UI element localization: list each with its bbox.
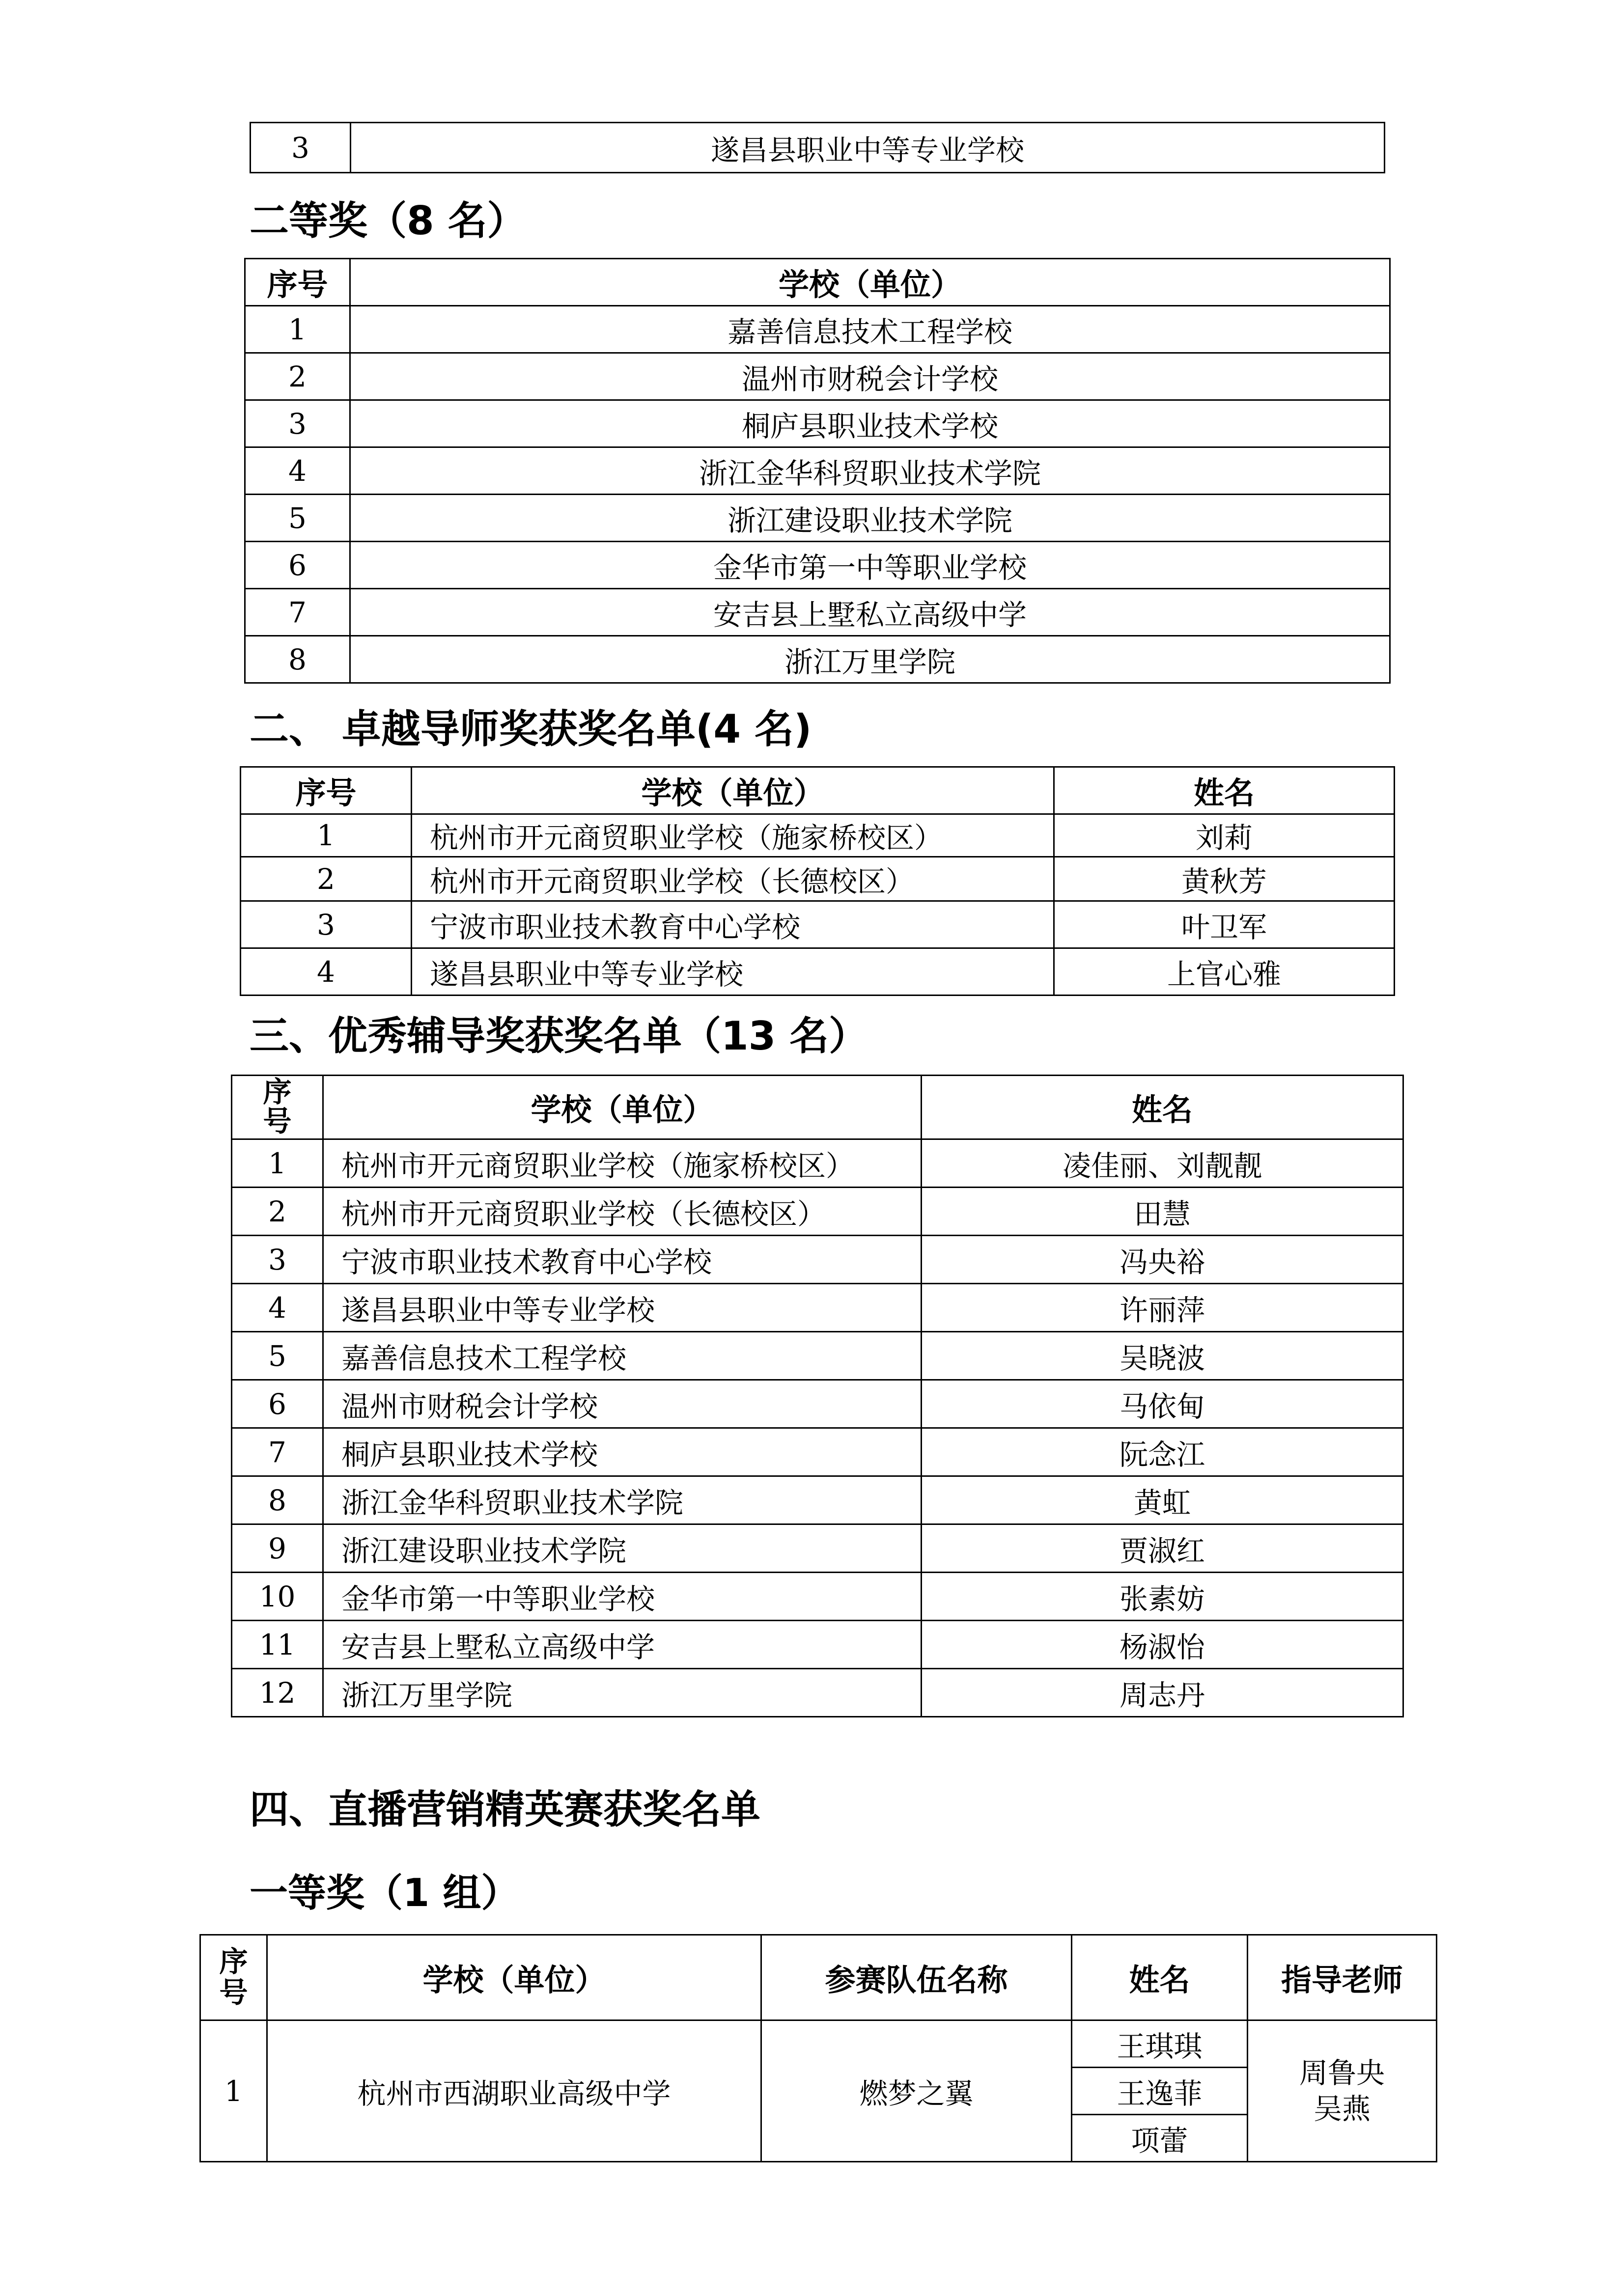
school-name: 杭州市开元商贸职业学校（长德校区） <box>412 857 1054 901</box>
row-number: 1 <box>232 1139 323 1188</box>
school-name: 宁波市职业技术教育中心学校 <box>323 1236 922 1284</box>
header-name: 姓名 <box>1054 767 1395 814</box>
table-row <box>251 123 1385 173</box>
person-name: 叶卫军 <box>1054 901 1395 948</box>
header-index <box>232 1076 323 1139</box>
table-row <box>232 1621 1403 1669</box>
row-number: 4 <box>241 948 412 996</box>
table-row <box>245 353 1390 400</box>
livestream-heading: 四、直播营销精英赛获奖名单 <box>250 1787 760 1832</box>
table-row <box>241 857 1395 901</box>
table-row <box>241 814 1395 857</box>
school-name: 嘉善信息技术工程学校 <box>323 1332 922 1380</box>
school-name: 杭州市开元商贸职业学校（施家桥校区） <box>412 814 1054 857</box>
second-prize-table <box>244 258 1391 684</box>
school-name: 桐庐县职业技术学校 <box>323 1428 922 1476</box>
header-school: 学校（单位） <box>323 1076 922 1139</box>
member-name: 王逸菲 <box>1072 2068 1248 2115</box>
table-row <box>232 1669 1403 1717</box>
row-number: 5 <box>245 495 350 542</box>
table-row <box>232 1428 1403 1476</box>
tutor-award-heading: 三、优秀辅导奖获奖名单（13 名） <box>250 1013 868 1059</box>
table-row <box>245 636 1390 683</box>
row-number: 2 <box>232 1188 323 1236</box>
row-number: 1 <box>200 2020 267 2162</box>
row-number: 2 <box>245 353 350 400</box>
table-row <box>232 1236 1403 1284</box>
mentor-award-heading: 二、 卓越导师奖获奖名单(4 名) <box>250 706 812 752</box>
row-number: 8 <box>245 636 350 683</box>
school-name: 桐庐县职业技术学校 <box>350 400 1390 447</box>
table-header <box>241 767 1395 814</box>
row-number: 8 <box>232 1476 323 1524</box>
row-number: 3 <box>245 400 350 447</box>
row-number: 7 <box>232 1428 323 1476</box>
school-name: 浙江万里学院 <box>350 636 1390 683</box>
table-header <box>245 259 1390 306</box>
person-name: 上官心雅 <box>1054 948 1395 996</box>
person-name: 吴晓波 <box>922 1332 1403 1380</box>
school-name: 杭州市西湖职业高级中学 <box>267 2020 761 2162</box>
row-number: 3 <box>232 1236 323 1284</box>
table-row <box>245 306 1390 353</box>
person-name: 许丽萍 <box>922 1284 1403 1332</box>
row-number: 3 <box>251 123 351 173</box>
row-number: 5 <box>232 1332 323 1380</box>
member-name: 王琪琪 <box>1072 2020 1248 2068</box>
school-name: 遂昌县职业中等专业学校 <box>412 948 1054 996</box>
row-number: 12 <box>232 1669 323 1717</box>
mentor-award-table <box>240 766 1395 996</box>
row-number: 6 <box>245 542 350 589</box>
table-row <box>241 948 1395 996</box>
second-prize-heading: 二等奖（8 名） <box>250 198 527 244</box>
school-name: 温州市财税会计学校 <box>350 353 1390 400</box>
person-name: 凌佳丽、刘靓靓 <box>922 1139 1403 1188</box>
school-name: 浙江建设职业技术学院 <box>350 495 1390 542</box>
row-number: 1 <box>241 814 412 857</box>
table-row <box>245 589 1390 636</box>
row-number: 9 <box>232 1524 323 1573</box>
table-row <box>232 1139 1403 1188</box>
table-header <box>232 1076 1403 1139</box>
school-name: 遂昌县职业中等专业学校 <box>351 123 1385 173</box>
header-index <box>200 1935 267 2020</box>
person-name: 马依甸 <box>922 1380 1403 1428</box>
person-name: 刘莉 <box>1054 814 1395 857</box>
table-row <box>241 901 1395 948</box>
header-index: 序号 <box>245 259 350 306</box>
person-name: 杨淑怡 <box>922 1621 1403 1669</box>
first-prize-heading: 一等奖（1 组） <box>250 1871 520 1915</box>
table-row <box>232 1573 1403 1621</box>
row-number: 3 <box>241 901 412 948</box>
row-number: 1 <box>245 306 350 353</box>
header-school: 学校（单位） <box>350 259 1390 306</box>
row-number: 7 <box>245 589 350 636</box>
row-number: 10 <box>232 1573 323 1621</box>
school-name: 杭州市开元商贸职业学校（施家桥校区） <box>323 1139 922 1188</box>
header-school: 学校（单位） <box>267 1935 761 2020</box>
row-number: 6 <box>232 1380 323 1428</box>
school-name: 浙江万里学院 <box>323 1669 922 1717</box>
table-row <box>245 447 1390 495</box>
person-name: 黄秋芳 <box>1054 857 1395 901</box>
table-row <box>232 1332 1403 1380</box>
header-team: 参赛队伍名称 <box>761 1935 1072 2020</box>
team-name: 燃梦之翼 <box>761 2020 1072 2162</box>
row-number: 4 <box>245 447 350 495</box>
header-name: 姓名 <box>922 1076 1403 1139</box>
table-row <box>232 1380 1403 1428</box>
person-name: 周志丹 <box>922 1669 1403 1717</box>
header-index: 序号 <box>241 767 412 814</box>
header-name: 姓名 <box>1072 1935 1248 2020</box>
school-name: 浙江建设职业技术学院 <box>323 1524 922 1573</box>
school-name: 遂昌县职业中等专业学校 <box>323 1284 922 1332</box>
school-name: 宁波市职业技术教育中心学校 <box>412 901 1054 948</box>
carryover-table <box>250 122 1385 173</box>
row-number: 4 <box>232 1284 323 1332</box>
row-number: 2 <box>241 857 412 901</box>
table-row <box>245 400 1390 447</box>
person-name: 贾淑红 <box>922 1524 1403 1573</box>
school-name: 杭州市开元商贸职业学校（长德校区） <box>323 1188 922 1236</box>
person-name: 田慧 <box>922 1188 1403 1236</box>
table-header <box>200 1935 1437 2020</box>
school-name: 安吉县上墅私立高级中学 <box>323 1621 922 1669</box>
table-row <box>245 495 1390 542</box>
person-name: 张素妨 <box>922 1573 1403 1621</box>
row-number: 11 <box>232 1621 323 1669</box>
table-row <box>200 2020 1437 2068</box>
table-row <box>232 1476 1403 1524</box>
member-name: 项蕾 <box>1072 2115 1248 2162</box>
header-school: 学校（单位） <box>412 767 1054 814</box>
person-name: 黄虹 <box>922 1476 1403 1524</box>
school-name: 金华市第一中等职业学校 <box>323 1573 922 1621</box>
school-name: 浙江金华科贸职业技术学院 <box>350 447 1390 495</box>
school-name: 金华市第一中等职业学校 <box>350 542 1390 589</box>
school-name: 嘉善信息技术工程学校 <box>350 306 1390 353</box>
tutor-award-table <box>231 1075 1404 1717</box>
header-teacher: 指导老师 <box>1248 1935 1437 2020</box>
teacher-names: 周鲁央 吴燕 <box>1248 2020 1437 2162</box>
school-name: 浙江金华科贸职业技术学院 <box>323 1476 922 1524</box>
person-name: 冯央裕 <box>922 1236 1403 1284</box>
table-row <box>232 1524 1403 1573</box>
school-name: 安吉县上墅私立高级中学 <box>350 589 1390 636</box>
header-index-text: 序号 <box>263 1075 292 1138</box>
person-name: 阮念江 <box>922 1428 1403 1476</box>
livestream-table <box>199 1934 1437 2162</box>
school-name: 温州市财税会计学校 <box>323 1380 922 1428</box>
table-row <box>232 1188 1403 1236</box>
table-row <box>232 1284 1403 1332</box>
header-index-text: 序号 <box>219 1944 248 2010</box>
table-row <box>245 542 1390 589</box>
